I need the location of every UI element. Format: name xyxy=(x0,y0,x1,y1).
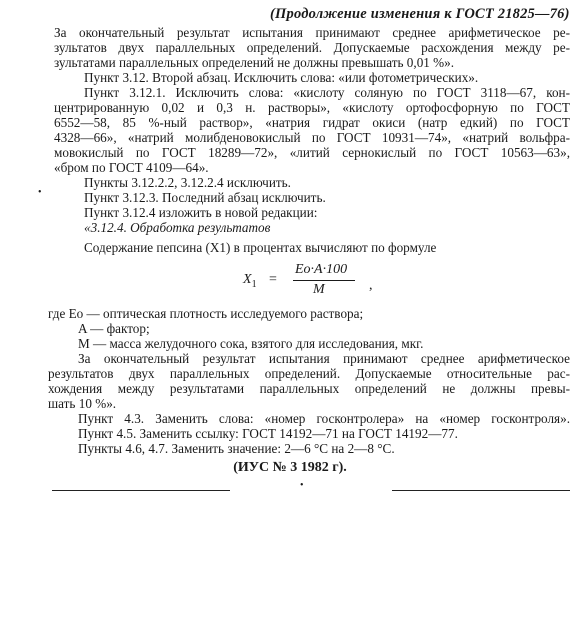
text-line: зультатами параллельных определений не должны превышать 0,01 %». xyxy=(54,55,455,70)
text-line: где Eo — оптическая плотность исследуемого раствора; xyxy=(48,306,364,321)
text-line: 4328—66», «натрий молибденовокислый по ГОСТ 10931—74», «натрий вольфра- xyxy=(54,130,570,145)
text-line: Пункты 3.12.2.2, 3.12.2.4 исключить. xyxy=(84,175,291,190)
margin-mark: • xyxy=(38,187,42,198)
margin-mark: • xyxy=(300,480,304,491)
footer-rule-right xyxy=(392,490,570,491)
fraction-bar xyxy=(293,280,355,281)
text-line: Пункт 4.3. Заменить слова: «номер госконтролера» на «номер госконтроля». xyxy=(78,411,570,426)
footer-rule-left xyxy=(52,490,230,491)
formula-comma: , xyxy=(369,278,373,293)
text-line: M — масса желудочного сока, взятого для исследования, мкг. xyxy=(78,336,424,351)
text-line: Пункт 3.12.1. Исключить слова: «кислоту соляную по ГОСТ 3118—67, кон- xyxy=(84,85,570,100)
formula-denominator: M xyxy=(313,282,325,297)
formula xyxy=(243,262,383,302)
text-line: результатов двух параллельных определений. Допускаемые относительные рас- xyxy=(48,366,570,381)
formula-numerator: Eo·A·100 xyxy=(295,262,348,277)
text-line: За окончательный результат испытания принимают среднее арифметическое xyxy=(78,351,570,366)
formula-lhs: $X_1$ xyxy=(243,272,257,290)
text-line: Пункт 3.12. Второй абзац. Исключить слова: «или фотометрических». xyxy=(84,70,479,85)
text-line: Пункт 3.12.3. Последний абзац исключить. xyxy=(84,190,326,205)
text-line: шать 10 %». xyxy=(48,396,117,411)
text-line: Содержание пепсина (X1) в процентах вычисляют по формуле xyxy=(84,240,437,255)
page-header: (Продолжение изменения к ГОСТ 21825—76) xyxy=(270,6,570,22)
text-line: Пункт 3.12.4 изложить в новой редакции: xyxy=(84,205,318,220)
text-line: За окончательный результат испытания принимают среднее арифметическое ре- xyxy=(54,25,570,40)
text-line: «бром по ГОСТ 4109—64». xyxy=(54,160,209,175)
footer-reference: (ИУС № 3 1982 г). xyxy=(233,460,347,475)
text-line: мовокислый по ГОСТ 18289—72», «литий сернокислый по ГОСТ 10563—63», xyxy=(54,145,570,160)
section-subheading: «3.12.4. Обработка результатов xyxy=(84,220,271,235)
text-line: хождения между результатами параллельных определений не должны превы- xyxy=(48,381,570,396)
text-line: зультатов двух параллельных определений. Допускаемые расхождения между ре- xyxy=(54,40,570,55)
text-line: центрированную 0,02 и 0,3 н. растворы», «кислоту ортофосфорную по ГОСТ xyxy=(54,100,570,115)
text-line: Пункты 4.6, 4.7. Заменить значение: 2—6 °С на 2—8 °С. xyxy=(78,441,395,456)
text-line: A — фактор; xyxy=(78,321,150,336)
formula-equals: = xyxy=(269,272,277,287)
text-line: 6552—58, 85 %-ный раствор», «натрия гидрат окиси (натр едкий) по ГОСТ xyxy=(54,115,570,130)
text-line: Пункт 4.5. Заменить ссылку: ГОСТ 14192—71 на ГОСТ 14192—77. xyxy=(78,426,458,441)
